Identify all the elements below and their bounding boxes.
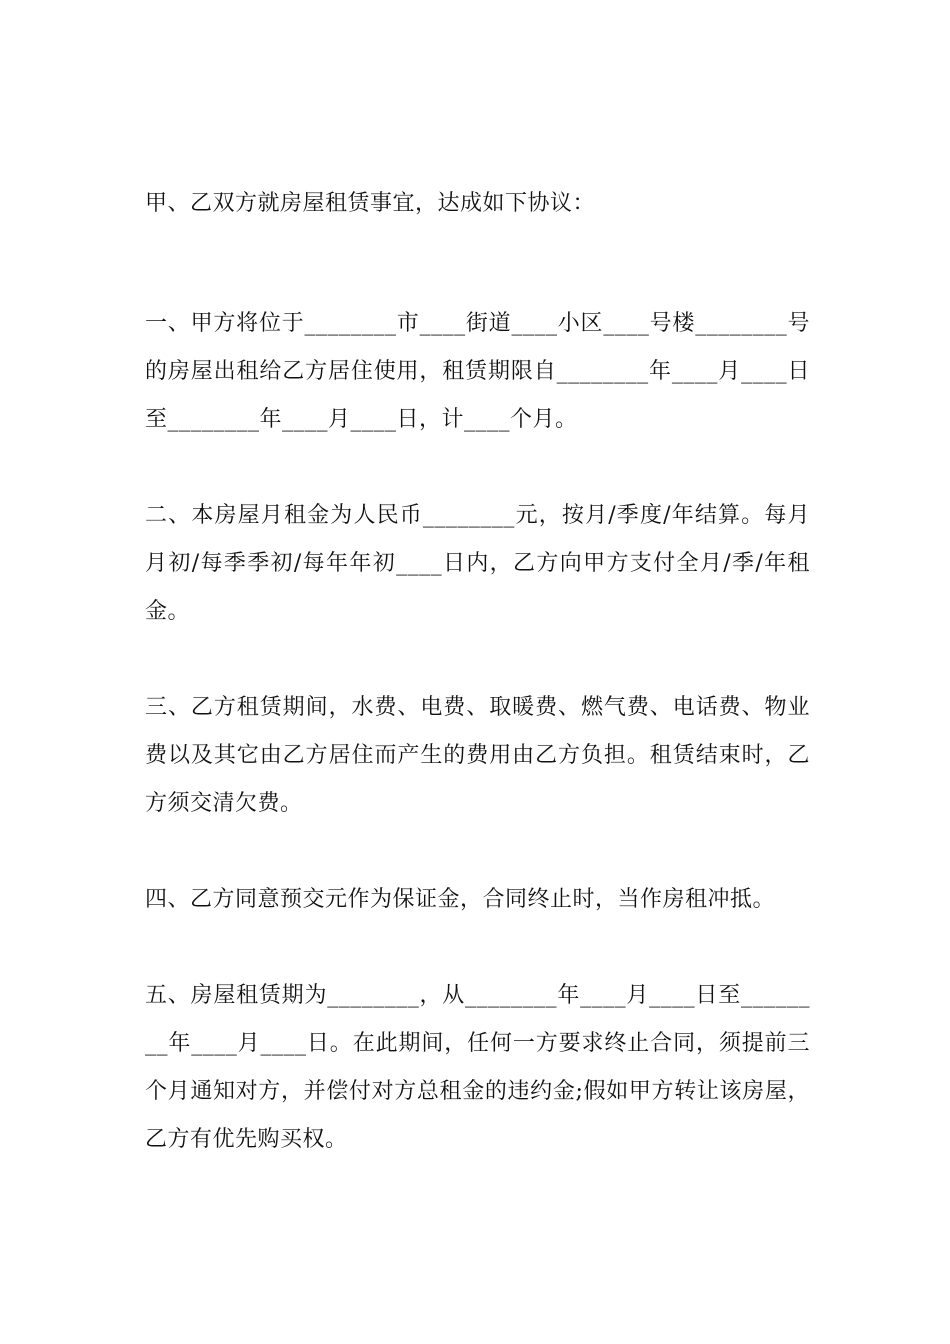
clause-5-paragraph: 五、房屋租赁期为________，从________年____月____日至________年____月____日。在此期间，任何一方要求终止合同，须提前三个月通知对方，并偿付对方总租金的违约金;假如甲方转让该房屋，乙方有优先购买权。 (145, 983, 810, 1152)
clause-3-paragraph: 三、乙方租赁期间，水费、电费、取暖费、燃气费、电话费、物业费以及其它由乙方居住而产生的费用由乙方负担。租赁结束时，乙方须交清欠费。 (145, 695, 810, 816)
clause-4-paragraph: 四、乙方同意预交元作为保证金，合同终止时，当作房租冲抵。 (145, 887, 776, 912)
document-body (145, 180, 810, 1164)
clause-2-paragraph: 二、本房屋月租金为人民币________元，按月/季度/年结算。每月月初/每季季初/每年年初____日内，乙方向甲方支付全月/季/年租金。 (145, 503, 810, 624)
clause-1-paragraph: 一、甲方将位于________市____街道____小区____号楼________号的房屋出租给乙方居住使用，租赁期限自________年____月____日至________年____月____日，计____个月。 (145, 311, 810, 432)
intro-paragraph: 甲、乙双方就房屋租赁事宜，达成如下协议： (145, 191, 596, 216)
